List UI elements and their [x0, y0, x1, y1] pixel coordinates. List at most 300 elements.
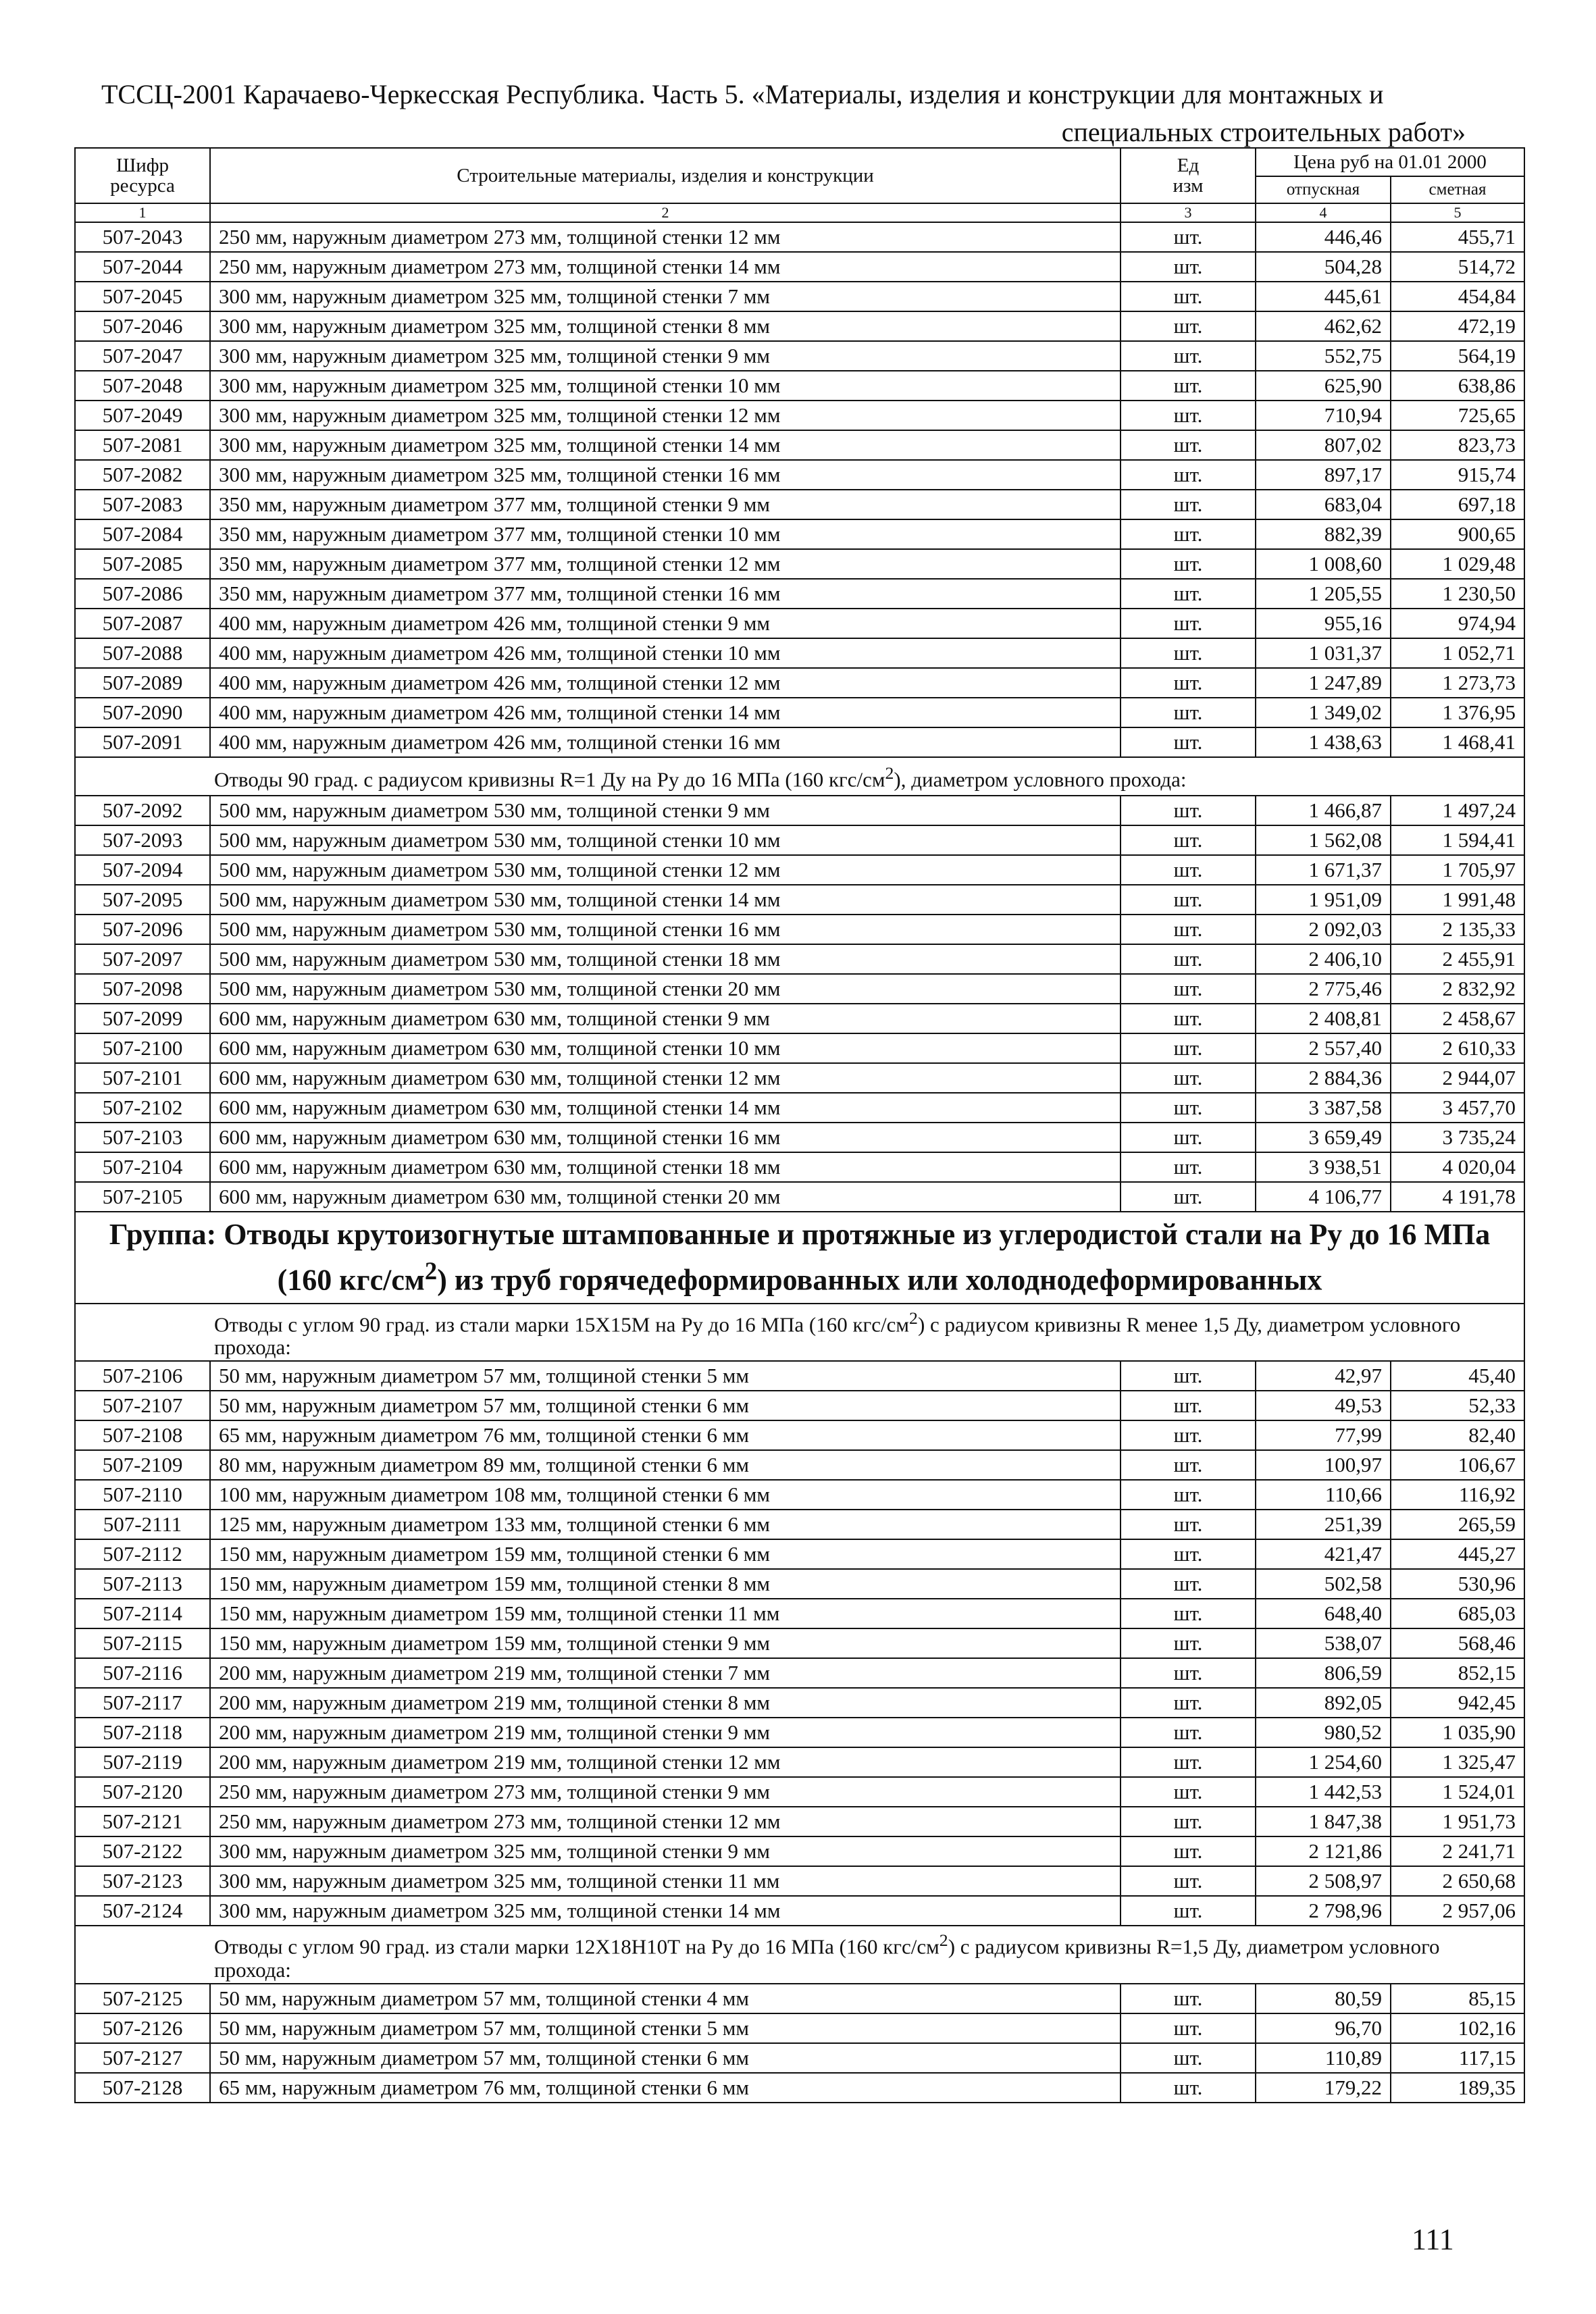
- table-row: [75, 1510, 1524, 1539]
- resource-code: 507-2096: [75, 915, 210, 944]
- unit-of-measure: шт.: [1121, 638, 1256, 668]
- estimate-price: 1 991,48: [1391, 885, 1524, 915]
- release-price: 1 008,60: [1256, 549, 1391, 579]
- resource-code: 507-2095: [75, 885, 210, 915]
- item-description: 500 мм, наружным диаметром 530 мм, толщиной стенки 16 мм: [210, 915, 1121, 944]
- estimate-price: 3 735,24: [1391, 1123, 1524, 1152]
- estimate-price: 4 020,04: [1391, 1152, 1524, 1182]
- item-description: 250 мм, наружным диаметром 273 мм, толщиной стенки 9 мм: [210, 1777, 1121, 1807]
- unit-of-measure: шт.: [1121, 311, 1256, 341]
- unit-of-measure: шт.: [1121, 341, 1256, 371]
- unit-of-measure: шт.: [1121, 401, 1256, 430]
- table-row: [75, 1807, 1524, 1836]
- resource-code: 507-2101: [75, 1063, 210, 1093]
- release-price: 3 659,49: [1256, 1123, 1391, 1152]
- unit-of-measure: шт.: [1121, 1777, 1256, 1807]
- item-description: 400 мм, наружным диаметром 426 мм, толщиной стенки 14 мм: [210, 698, 1121, 727]
- col-header-unit-line-2: изм: [1173, 175, 1204, 197]
- table-row: [75, 282, 1524, 311]
- resource-code: 507-2126: [75, 2013, 210, 2043]
- subheader-2-text: Отводы с углом 90 град. из стали марки 15Х15М на Ру до 16 МПа (160 кгс/см: [214, 1312, 910, 1337]
- group-title-text-end: ) из труб горячедеформированных или холоднодеформированных: [437, 1263, 1322, 1297]
- table-row: [75, 1182, 1524, 1212]
- item-description: 80 мм, наружным диаметром 89 мм, толщиной стенки 6 мм: [210, 1450, 1121, 1480]
- resource-code: 507-2044: [75, 252, 210, 282]
- resource-code: 507-2045: [75, 282, 210, 311]
- header-line-2: специальных строительных работ»: [1061, 117, 1466, 147]
- table-row: [75, 1628, 1524, 1658]
- unit-of-measure: шт.: [1121, 1361, 1256, 1391]
- resource-code: 507-2105: [75, 1182, 210, 1212]
- estimate-price: 1 705,97: [1391, 855, 1524, 885]
- table-row: [75, 1361, 1524, 1391]
- item-description: 50 мм, наружным диаметром 57 мм, толщиной стенки 5 мм: [210, 1361, 1121, 1391]
- item-description: 65 мм, наружным диаметром 76 мм, толщиной стенки 6 мм: [210, 1420, 1121, 1450]
- item-description: 350 мм, наружным диаметром 377 мм, толщиной стенки 10 мм: [210, 519, 1121, 549]
- resource-code: 507-2098: [75, 974, 210, 1004]
- resource-code: 507-2092: [75, 796, 210, 825]
- release-price: 1 031,37: [1256, 638, 1391, 668]
- resource-code: 507-2125: [75, 1984, 210, 2013]
- unit-of-measure: шт.: [1121, 1984, 1256, 2013]
- table-row: [75, 1123, 1524, 1152]
- resource-code: 507-2049: [75, 401, 210, 430]
- estimate-price: 2 241,71: [1391, 1836, 1524, 1866]
- item-description: 250 мм, наружным диаметром 273 мм, толщиной стенки 12 мм: [210, 1807, 1121, 1836]
- resource-code: 507-2111: [75, 1510, 210, 1539]
- table-section-c: [75, 1361, 1524, 1926]
- estimate-price: 1 951,73: [1391, 1807, 1524, 1836]
- estimate-price: 1 029,48: [1391, 549, 1524, 579]
- release-price: 421,47: [1256, 1539, 1391, 1569]
- table-row: [75, 1599, 1524, 1628]
- item-description: 600 мм, наружным диаметром 630 мм, толщиной стенки 10 мм: [210, 1033, 1121, 1063]
- resource-code: 507-2083: [75, 490, 210, 519]
- unit-of-measure: шт.: [1121, 1628, 1256, 1658]
- unit-of-measure: шт.: [1121, 2013, 1256, 2043]
- estimate-price: 472,19: [1391, 311, 1524, 341]
- unit-of-measure: шт.: [1121, 282, 1256, 311]
- estimate-price: 52,33: [1391, 1391, 1524, 1420]
- release-price: 806,59: [1256, 1658, 1391, 1688]
- unit-of-measure: шт.: [1121, 519, 1256, 549]
- table-row: [75, 1391, 1524, 1420]
- table-row: [75, 1033, 1524, 1063]
- resource-code: 507-2094: [75, 855, 210, 885]
- release-price: 683,04: [1256, 490, 1391, 519]
- resource-code: 507-2106: [75, 1361, 210, 1391]
- release-price: 1 951,09: [1256, 885, 1391, 915]
- table-row: [75, 1152, 1524, 1182]
- item-description: 500 мм, наружным диаметром 530 мм, толщиной стенки 20 мм: [210, 974, 1121, 1004]
- price-table: [74, 147, 1525, 2103]
- column-number: 5: [1391, 203, 1524, 222]
- unit-of-measure: шт.: [1121, 2043, 1256, 2073]
- estimate-price: 564,19: [1391, 341, 1524, 371]
- resource-code: 507-2047: [75, 341, 210, 371]
- column-number: 1: [75, 203, 210, 222]
- estimate-price: 45,40: [1391, 1361, 1524, 1391]
- table-row: [75, 668, 1524, 698]
- item-description: 500 мм, наружным диаметром 530 мм, толщиной стенки 9 мм: [210, 796, 1121, 825]
- release-price: 892,05: [1256, 1688, 1391, 1718]
- estimate-price: 568,46: [1391, 1628, 1524, 1658]
- table-row: [75, 430, 1524, 460]
- item-description: 300 мм, наружным диаметром 325 мм, толщиной стенки 7 мм: [210, 282, 1121, 311]
- unit-of-measure: шт.: [1121, 885, 1256, 915]
- resource-code: 507-2115: [75, 1628, 210, 1658]
- resource-code: 507-2103: [75, 1123, 210, 1152]
- item-description: 350 мм, наружным диаметром 377 мм, толщиной стенки 16 мм: [210, 579, 1121, 609]
- release-price: 955,16: [1256, 609, 1391, 638]
- resource-code: 507-2087: [75, 609, 210, 638]
- estimate-price: 685,03: [1391, 1599, 1524, 1628]
- estimate-price: 823,73: [1391, 430, 1524, 460]
- unit-of-measure: шт.: [1121, 1450, 1256, 1480]
- release-price: 2 775,46: [1256, 974, 1391, 1004]
- item-description: 250 мм, наружным диаметром 273 мм, толщиной стенки 12 мм: [210, 222, 1121, 252]
- estimate-price: 2 455,91: [1391, 944, 1524, 974]
- unit-of-measure: шт.: [1121, 1420, 1256, 1450]
- subheader-3: [75, 1926, 1524, 1983]
- resource-code: 507-2046: [75, 311, 210, 341]
- unit-of-measure: шт.: [1121, 1510, 1256, 1539]
- col-header-code-line-1: Шифр: [115, 155, 170, 176]
- column-number: 2: [210, 203, 1121, 222]
- resource-code: 507-2084: [75, 519, 210, 549]
- unit-of-measure: шт.: [1121, 1747, 1256, 1777]
- table-row: [75, 885, 1524, 915]
- estimate-price: 638,86: [1391, 371, 1524, 401]
- table-row: [75, 519, 1524, 549]
- estimate-price: 1 325,47: [1391, 1747, 1524, 1777]
- resource-code: 507-2119: [75, 1747, 210, 1777]
- estimate-price: 2 832,92: [1391, 974, 1524, 1004]
- item-description: 500 мм, наружным диаметром 530 мм, толщиной стенки 14 мм: [210, 885, 1121, 915]
- unit-of-measure: шт.: [1121, 825, 1256, 855]
- table-row: [75, 915, 1524, 944]
- release-price: 2 884,36: [1256, 1063, 1391, 1093]
- table-row: [75, 1777, 1524, 1807]
- estimate-price: 445,27: [1391, 1539, 1524, 1569]
- subheader-1: [75, 757, 1524, 796]
- unit-of-measure: шт.: [1121, 698, 1256, 727]
- release-price: 2 508,97: [1256, 1866, 1391, 1896]
- table-row: [75, 1569, 1524, 1599]
- release-price: 462,62: [1256, 311, 1391, 341]
- estimate-price: 942,45: [1391, 1688, 1524, 1718]
- release-price: 648,40: [1256, 1599, 1391, 1628]
- release-price: 3 387,58: [1256, 1093, 1391, 1123]
- table-row: [75, 490, 1524, 519]
- col-header-code: [75, 148, 210, 203]
- unit-of-measure: шт.: [1121, 1836, 1256, 1866]
- table-row: [75, 401, 1524, 430]
- estimate-price: 2 135,33: [1391, 915, 1524, 944]
- unit-of-measure: шт.: [1121, 1866, 1256, 1896]
- subheader-row: [75, 757, 1524, 796]
- release-price: 1 562,08: [1256, 825, 1391, 855]
- item-description: 400 мм, наружным диаметром 426 мм, толщиной стенки 12 мм: [210, 668, 1121, 698]
- estimate-price: 82,40: [1391, 1420, 1524, 1450]
- estimate-price: 1 594,41: [1391, 825, 1524, 855]
- page-header: [101, 76, 1472, 151]
- item-description: 300 мм, наружным диаметром 325 мм, толщиной стенки 9 мм: [210, 341, 1121, 371]
- unit-of-measure: шт.: [1121, 1599, 1256, 1628]
- item-description: 200 мм, наружным диаметром 219 мм, толщиной стенки 7 мм: [210, 1658, 1121, 1688]
- table-row: [75, 1688, 1524, 1718]
- table-row: [75, 1836, 1524, 1866]
- item-description: 300 мм, наружным диаметром 325 мм, толщиной стенки 14 мм: [210, 430, 1121, 460]
- estimate-price: 265,59: [1391, 1510, 1524, 1539]
- unit-of-measure: шт.: [1121, 1718, 1256, 1747]
- release-price: 538,07: [1256, 1628, 1391, 1658]
- table-row: [75, 727, 1524, 757]
- col-header-estimate: сметная: [1391, 176, 1524, 203]
- release-price: 2 406,10: [1256, 944, 1391, 974]
- estimate-price: 1 524,01: [1391, 1777, 1524, 1807]
- superscript: 2: [424, 1257, 438, 1285]
- page-number: 111: [1412, 2223, 1454, 2256]
- estimate-price: 4 191,78: [1391, 1182, 1524, 1212]
- estimate-price: 455,71: [1391, 222, 1524, 252]
- item-description: 300 мм, наружным диаметром 325 мм, толщиной стенки 12 мм: [210, 401, 1121, 430]
- unit-of-measure: шт.: [1121, 1688, 1256, 1718]
- resource-code: 507-2089: [75, 668, 210, 698]
- resource-code: 507-2100: [75, 1033, 210, 1063]
- release-price: 179,22: [1256, 2073, 1391, 2103]
- table-row: [75, 1450, 1524, 1480]
- resource-code: 507-2123: [75, 1866, 210, 1896]
- item-description: 600 мм, наружным диаметром 630 мм, толщиной стенки 16 мм: [210, 1123, 1121, 1152]
- item-description: 200 мм, наружным диаметром 219 мм, толщиной стенки 9 мм: [210, 1718, 1121, 1747]
- release-price: 2 798,96: [1256, 1896, 1391, 1926]
- unit-of-measure: шт.: [1121, 1569, 1256, 1599]
- resource-code: 507-2108: [75, 1420, 210, 1450]
- resource-code: 507-2120: [75, 1777, 210, 1807]
- col-header-code-line-2: ресурса: [110, 175, 175, 197]
- table-row: [75, 252, 1524, 282]
- release-price: 2 092,03: [1256, 915, 1391, 944]
- estimate-price: 1 376,95: [1391, 698, 1524, 727]
- item-description: 150 мм, наружным диаметром 159 мм, толщиной стенки 11 мм: [210, 1599, 1121, 1628]
- unit-of-measure: шт.: [1121, 855, 1256, 885]
- unit-of-measure: шт.: [1121, 1182, 1256, 1212]
- estimate-price: 514,72: [1391, 252, 1524, 282]
- table-row: [75, 579, 1524, 609]
- estimate-price: 102,16: [1391, 2013, 1524, 2043]
- table-row: [75, 549, 1524, 579]
- resource-code: 507-2085: [75, 549, 210, 579]
- resource-code: 507-2086: [75, 579, 210, 609]
- item-description: 350 мм, наружным диаметром 377 мм, толщиной стенки 12 мм: [210, 549, 1121, 579]
- group-section: [75, 1212, 1524, 1361]
- release-price: 1 254,60: [1256, 1747, 1391, 1777]
- estimate-price: 1 052,71: [1391, 638, 1524, 668]
- table-row: [75, 341, 1524, 371]
- resource-code: 507-2110: [75, 1480, 210, 1510]
- item-description: 600 мм, наружным диаметром 630 мм, толщиной стенки 20 мм: [210, 1182, 1121, 1212]
- unit-of-measure: шт.: [1121, 944, 1256, 974]
- release-price: 2 408,81: [1256, 1004, 1391, 1033]
- release-price: 2 557,40: [1256, 1033, 1391, 1063]
- release-price: 77,99: [1256, 1420, 1391, 1450]
- item-description: 500 мм, наружным диаметром 530 мм, толщиной стенки 18 мм: [210, 944, 1121, 974]
- release-price: 807,02: [1256, 430, 1391, 460]
- table-row: [75, 1093, 1524, 1123]
- item-description: 300 мм, наружным диаметром 325 мм, толщиной стенки 16 мм: [210, 460, 1121, 490]
- resource-code: 507-2048: [75, 371, 210, 401]
- unit-of-measure: шт.: [1121, 915, 1256, 944]
- superscript: 2: [939, 1930, 948, 1951]
- estimate-price: 725,65: [1391, 401, 1524, 430]
- table-row: [75, 638, 1524, 668]
- item-description: 400 мм, наружным диаметром 426 мм, толщиной стенки 10 мм: [210, 638, 1121, 668]
- table-row: [75, 460, 1524, 490]
- release-price: 625,90: [1256, 371, 1391, 401]
- item-description: 150 мм, наружным диаметром 159 мм, толщиной стенки 6 мм: [210, 1539, 1121, 1569]
- table-row: [75, 2013, 1524, 2043]
- release-price: 251,39: [1256, 1510, 1391, 1539]
- release-price: 897,17: [1256, 460, 1391, 490]
- table-row: [75, 825, 1524, 855]
- item-description: 400 мм, наружным диаметром 426 мм, толщиной стенки 9 мм: [210, 609, 1121, 638]
- item-description: 50 мм, наружным диаметром 57 мм, толщиной стенки 4 мм: [210, 1984, 1121, 2013]
- estimate-price: 1 468,41: [1391, 727, 1524, 757]
- item-description: 400 мм, наружным диаметром 426 мм, толщиной стенки 16 мм: [210, 727, 1121, 757]
- unit-of-measure: шт.: [1121, 2073, 1256, 2103]
- resource-code: 507-2081: [75, 430, 210, 460]
- estimate-price: 189,35: [1391, 2073, 1524, 2103]
- estimate-price: 697,18: [1391, 490, 1524, 519]
- item-description: 600 мм, наружным диаметром 630 мм, толщиной стенки 14 мм: [210, 1093, 1121, 1123]
- resource-code: 507-2104: [75, 1152, 210, 1182]
- subheader-2-text-end: ) с радиусом кривизны R менее 1,5 Ду, диаметром условного прохода:: [214, 1312, 1461, 1360]
- item-description: 150 мм, наружным диаметром 159 мм, толщиной стенки 8 мм: [210, 1569, 1121, 1599]
- estimate-price: 1 497,24: [1391, 796, 1524, 825]
- estimate-price: 2 957,06: [1391, 1896, 1524, 1926]
- table-section-d: [75, 1984, 1524, 2103]
- item-description: 600 мм, наружным диаметром 630 мм, толщиной стенки 18 мм: [210, 1152, 1121, 1182]
- release-price: 100,97: [1256, 1450, 1391, 1480]
- release-price: 49,53: [1256, 1391, 1391, 1420]
- table-row: [75, 1747, 1524, 1777]
- release-price: 4 106,77: [1256, 1182, 1391, 1212]
- unit-of-measure: шт.: [1121, 1033, 1256, 1063]
- table-row: [75, 222, 1524, 252]
- estimate-price: 2 458,67: [1391, 1004, 1524, 1033]
- item-description: 300 мм, наружным диаметром 325 мм, толщиной стенки 14 мм: [210, 1896, 1121, 1926]
- release-price: 1 247,89: [1256, 668, 1391, 698]
- resource-code: 507-2117: [75, 1688, 210, 1718]
- table-row: [75, 1658, 1524, 1688]
- unit-of-measure: шт.: [1121, 727, 1256, 757]
- release-price: 1 205,55: [1256, 579, 1391, 609]
- subheader-section-3: [75, 1926, 1524, 1983]
- table-row: [75, 1896, 1524, 1926]
- col-header-release: отпускная: [1256, 176, 1391, 203]
- unit-of-measure: шт.: [1121, 1093, 1256, 1123]
- table-row: [75, 371, 1524, 401]
- resource-code: 507-2043: [75, 222, 210, 252]
- col-header-price: Цена руб на 01.01 2000: [1256, 148, 1524, 176]
- column-number: 4: [1256, 203, 1391, 222]
- estimate-price: 116,92: [1391, 1480, 1524, 1510]
- resource-code: 507-2118: [75, 1718, 210, 1747]
- superscript: 2: [885, 763, 894, 783]
- item-description: 150 мм, наружным диаметром 159 мм, толщиной стенки 9 мм: [210, 1628, 1121, 1658]
- table-row: [75, 1539, 1524, 1569]
- superscript: 2: [909, 1308, 918, 1328]
- table-row: [75, 1004, 1524, 1033]
- estimate-price: 2 650,68: [1391, 1866, 1524, 1896]
- unit-of-measure: шт.: [1121, 371, 1256, 401]
- unit-of-measure: шт.: [1121, 1123, 1256, 1152]
- item-description: 65 мм, наружным диаметром 76 мм, толщиной стенки 6 мм: [210, 2073, 1121, 2103]
- resource-code: 507-2109: [75, 1450, 210, 1480]
- resource-code: 507-2113: [75, 1569, 210, 1599]
- unit-of-measure: шт.: [1121, 1391, 1256, 1420]
- release-price: 1 466,87: [1256, 796, 1391, 825]
- release-price: 710,94: [1256, 401, 1391, 430]
- release-price: 110,66: [1256, 1480, 1391, 1510]
- item-description: 300 мм, наружным диаметром 325 мм, толщиной стенки 11 мм: [210, 1866, 1121, 1896]
- estimate-price: 2 944,07: [1391, 1063, 1524, 1093]
- release-price: 882,39: [1256, 519, 1391, 549]
- unit-of-measure: шт.: [1121, 1658, 1256, 1688]
- table-row: [75, 855, 1524, 885]
- resource-code: 507-2121: [75, 1807, 210, 1836]
- release-price: 980,52: [1256, 1718, 1391, 1747]
- unit-of-measure: шт.: [1121, 1539, 1256, 1569]
- resource-code: 507-2107: [75, 1391, 210, 1420]
- resource-code: 507-2112: [75, 1539, 210, 1569]
- release-price: 80,59: [1256, 1984, 1391, 2013]
- release-price: 445,61: [1256, 282, 1391, 311]
- release-price: 502,58: [1256, 1569, 1391, 1599]
- table-row: [75, 1480, 1524, 1510]
- group-row: [75, 1212, 1524, 1304]
- estimate-price: 852,15: [1391, 1658, 1524, 1688]
- subheader-1-text-end: ), диаметром условного прохода:: [894, 767, 1187, 792]
- release-price: 110,89: [1256, 2043, 1391, 2073]
- resource-code: 507-2082: [75, 460, 210, 490]
- unit-of-measure: шт.: [1121, 252, 1256, 282]
- table-row: [75, 2073, 1524, 2103]
- estimate-price: 530,96: [1391, 1569, 1524, 1599]
- table-row: [75, 796, 1524, 825]
- item-description: 50 мм, наружным диаметром 57 мм, толщиной стенки 6 мм: [210, 2043, 1121, 2073]
- unit-of-measure: шт.: [1121, 796, 1256, 825]
- column-numbers-row: [75, 203, 1524, 222]
- subheader-row: [75, 1304, 1524, 1361]
- unit-of-measure: шт.: [1121, 222, 1256, 252]
- unit-of-measure: шт.: [1121, 490, 1256, 519]
- resource-code: 507-2091: [75, 727, 210, 757]
- item-description: 600 мм, наружным диаметром 630 мм, толщиной стенки 9 мм: [210, 1004, 1121, 1033]
- release-price: 1 349,02: [1256, 698, 1391, 727]
- subheader-2: [75, 1304, 1524, 1361]
- item-description: 50 мм, наружным диаметром 57 мм, толщиной стенки 5 мм: [210, 2013, 1121, 2043]
- item-description: 350 мм, наружным диаметром 377 мм, толщиной стенки 9 мм: [210, 490, 1121, 519]
- estimate-price: 915,74: [1391, 460, 1524, 490]
- resource-code: 507-2097: [75, 944, 210, 974]
- unit-of-measure: шт.: [1121, 579, 1256, 609]
- subheader-3-text: Отводы с углом 90 град. из стали марки 12Х18Н10Т на Ру до 16 МПа (160 кгс/см: [214, 1934, 939, 1959]
- resource-code: 507-2088: [75, 638, 210, 668]
- table-row: [75, 974, 1524, 1004]
- item-description: 300 мм, наружным диаметром 325 мм, толщиной стенки 8 мм: [210, 311, 1121, 341]
